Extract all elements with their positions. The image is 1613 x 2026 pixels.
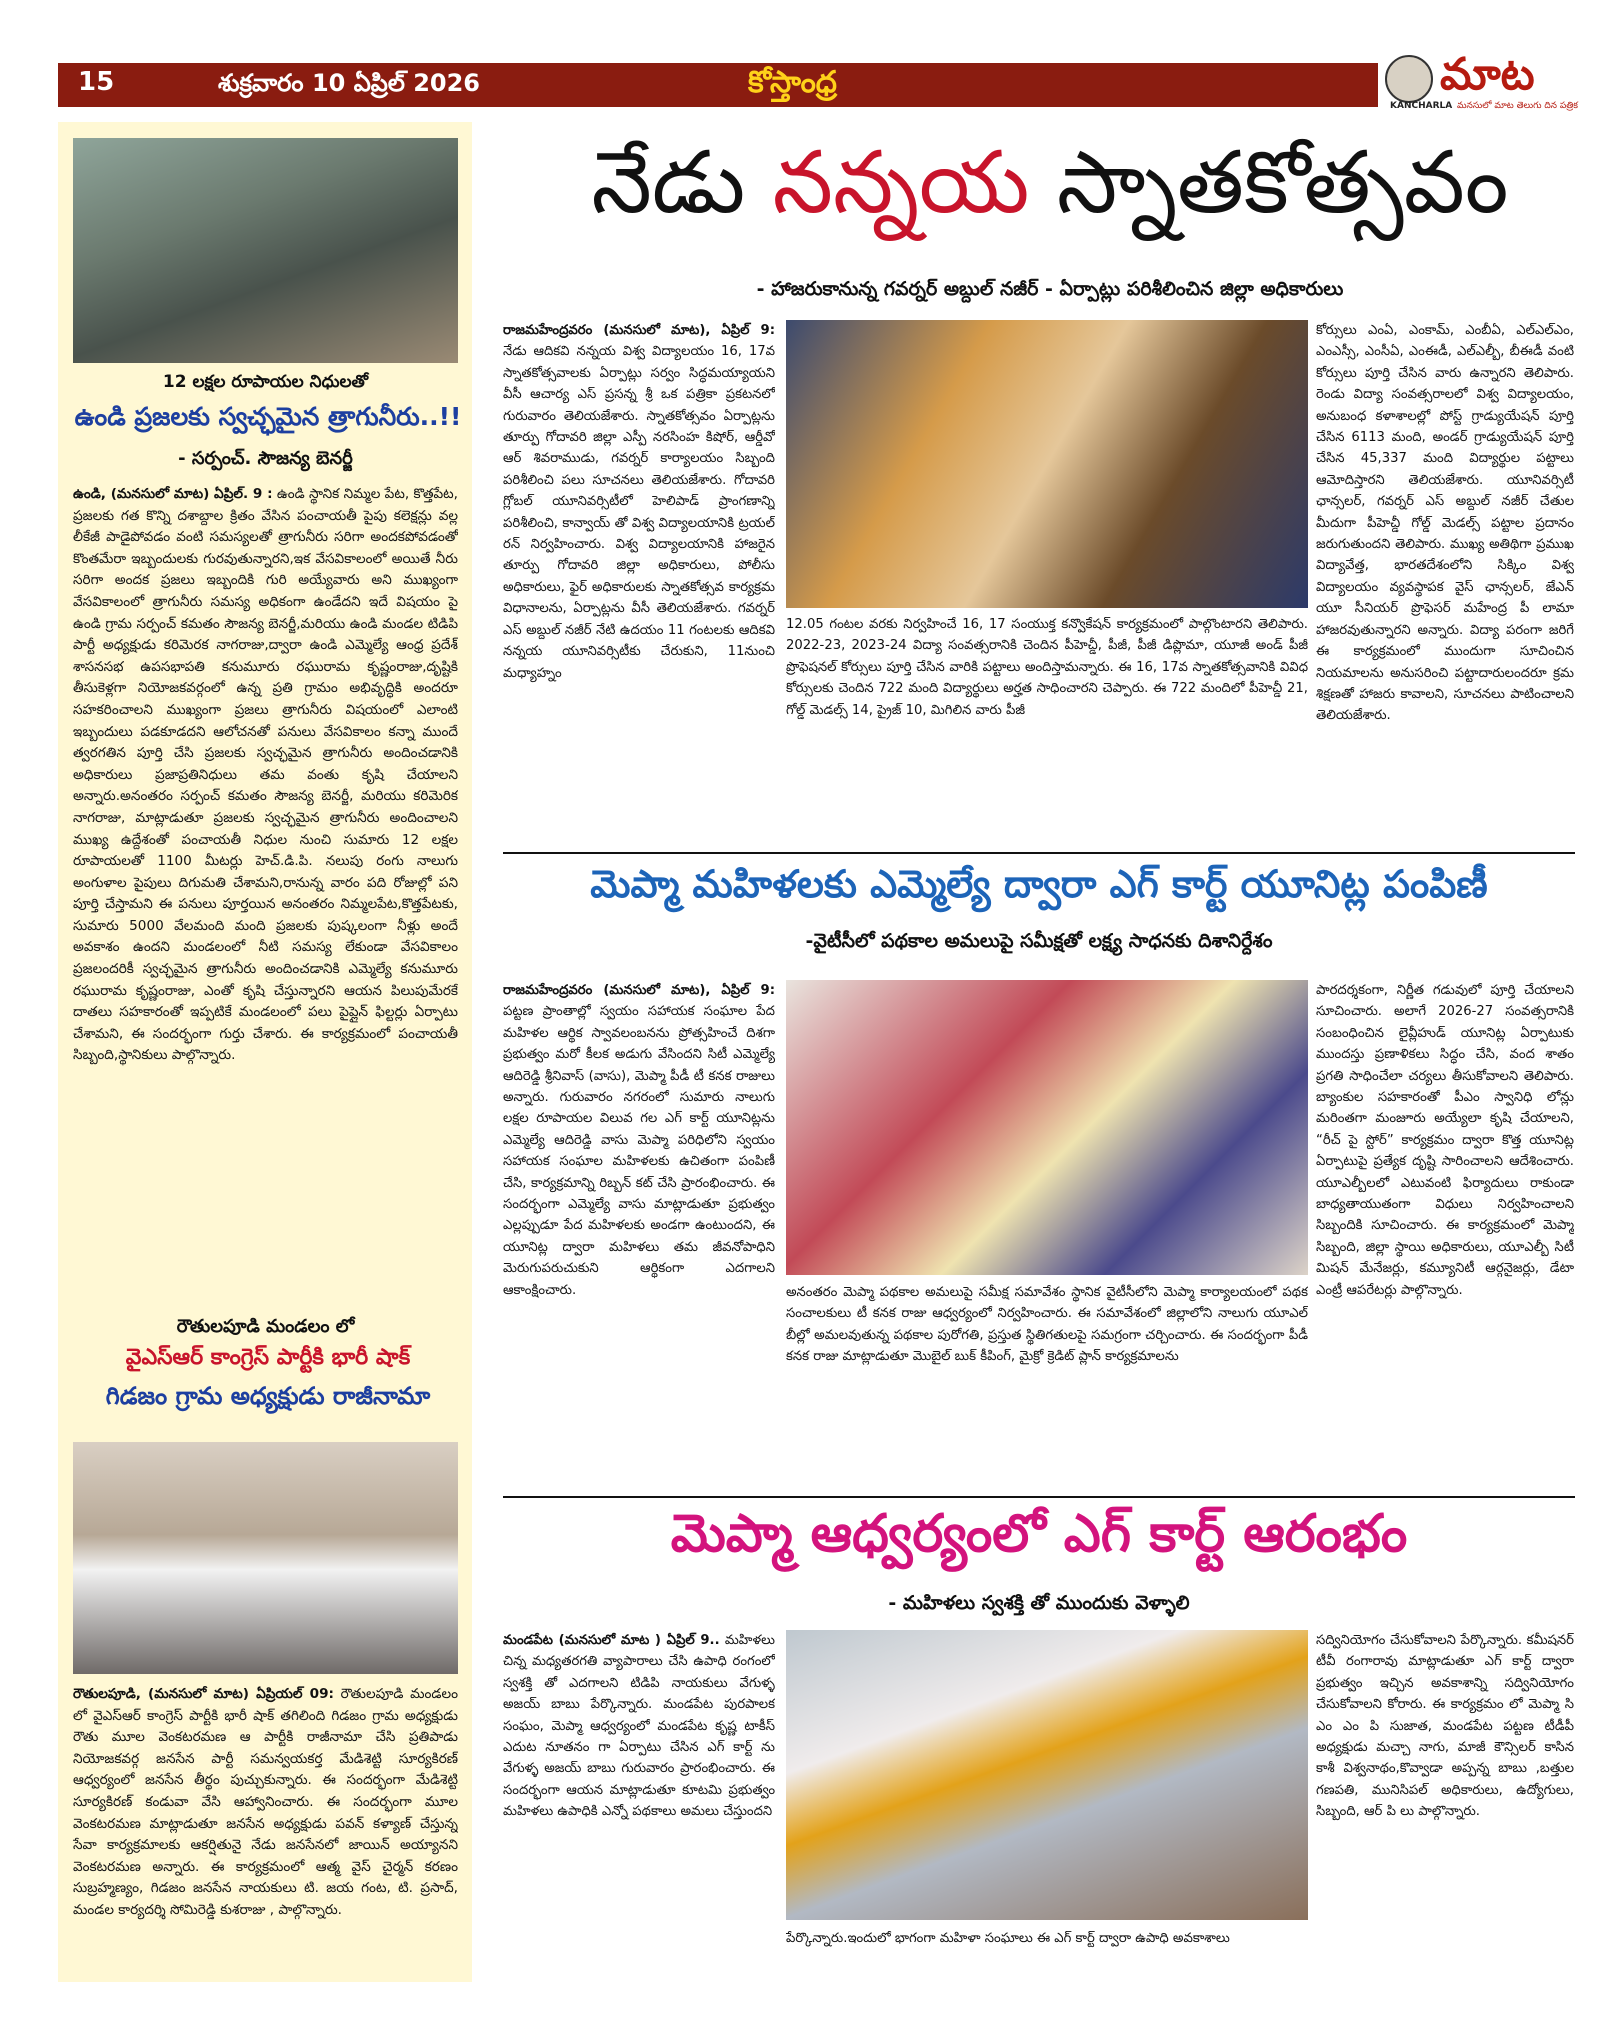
bottom-col1-text: మహిళలు చిన్న మధ్యతరగతి వ్యాపారాలు చేసి ఉపాధి రంగంలో స్వశక్తి తో ఎదగాలని టిడిపి నాయకులు వేగుళ్ళ అజయ్ బాబు పేర్కొన్నారు. మండపేట పురపాలక సంఘం, మెప్మా ఆధ్వర్యంలో మండపేట కృష్ణ టాకీస్ ఎదుట నూతనం గా ఏర్పాటు చేసిన ఎగ్ కార్ట్ ను వేగుళ్ళ అజయ్ బాబు గురువారం ప్రారంభించారు. ఈ సందర్భంగా ఆయన మాట్లాడుతూ కూటమి ప్రభుత్వం మహిళలు ఉపాధికి ఎన్నో పథకాలు అమలు చేస్తుందని <box>503 1633 775 1820</box>
lead-col1-text: నేడు ఆదికవి నన్నయ విశ్వ విద్యాలయం 16, 17వ స్నాతకోత్సవాలకు ఏర్పాట్లు సర్వం సిద్ధమయ్యాయని వీసీ ఆచార్య ఎస్ ప్రసన్న శ్రీ ఒక పత్రికా ప్రకటనలో గురువారం తెలియజేశారు. స్నాతకోత్సవం ఏర్పాట్లను తూర్పు గోదావరి జిల్లా ఎస్పీ నరసింహ కిషోర్, ఆర్డీవో ఆర్ శివరాముడు, గవర్నర్ కార్యాలయం సిబ్బంది పరిశీలించి పలు సూచనలు తెలియజేశారు. గోదావరి గ్లోబల్ యూనివర్సిటీలో హెలిపాడ్ ప్రాంగణాన్ని పరిశీలించి, కాన్వాయ్ తో విశ్వ విద్యాలయానికి ట్రయల్ రన్ నిర్వహించారు. విశ్వ విద్యాలయానికి హాజరైన తూర్పు గోదావరి జిల్లా అధికారులు, పోలీసు అధికారులు, ఫైర్ అధికారులకు స్నాతకోత్సవ కార్యక్రమ విధానాలను, ఏర్పాట్లను వీసీ తెలియజేశారు. గవర్నర్ ఎస్ అబ్దుల్ నజీర్ నేటి ఉదయం 11 గంటలకు ఆదికవి నన్నయ యూనివర్సిటీకు చేరుకుని, 11నుంచి మధ్యాహ్నం <box>503 344 775 681</box>
lead-headline-part3: స్నాతకోత్సవం <box>1029 133 1509 233</box>
region-label: కోస్తాంధ్ర <box>748 65 837 100</box>
story2-headline2: గిడజం గ్రామ అధ్యక్షుడు రాజీనామా <box>105 1382 431 1410</box>
water-pipes-photo <box>73 138 458 363</box>
mid-dateline: రాజమహేంద్రవరం (మనసులో మాట), ఏప్రిల్ 9: <box>503 983 775 998</box>
mid-col3: పారదర్శకంగా, నిర్ణీత గడువులో పూర్తి చేయాలని సూచించారు. అలాగే 2026-27 సంవత్సరానికి సంబంధించిన లైవ్లీహుడ్ యూనిట్ల ఏర్పాటుకు ముందస్తు ప్రణాళికలు సిద్ధం చేసి, వంద శాతం ప్రగతి సాధించేలా చర్యలు తీసుకోవాలని తెలిపారు. బ్యాంకుల సహకారంతో పీఎం స్వానిధి లోన్లు మరింతగా మంజూరు అయ్యేలా కృషి చేయాలని, “రీచ్ పై స్టోర్” కార్యక్రమం ద్వారా కొత్త యూనిట్ల ఏర్పాటుపై ప్రత్యేక దృష్టి సారించాలని ఆదేశించారు. యూఎల్బీలలో ఎటువంటి ఫిర్యాదులు రాకుండా బాధ్యతాయుతంగా విధులు నిర్వహించాలని సిబ్బందికి సూచించారు. ఈ కార్యక్రమంలో మెప్మా సిబ్బంది, జిల్లా స్థాయి అధికారులు, యూఎల్బీ సిటీ మిషన్ మేనేజర్లు, కమ్యూనిటీ ఆర్గనైజర్లు, డేటా ఎంట్రీ ఆపరేటర్లు పాల్గొన్నారు. <box>1316 983 1574 1298</box>
lead-col3: కోర్సులు ఎంఏ, ఎంకామ్, ఎంబీఏ, ఎల్ఎల్ఎం, ఎంఎస్సీ, ఎంసీఏ, ఎంఈడీ, ఎల్ఎల్బీ, బీఈడీ వంటి కోర్సులు పూర్తి చేసిన వారు ఉన్నారని తెలిపారు. రెండు విద్యా సంవత్సరాలలో విశ్వ విద్యాలయం, అనుబంధ కళాశాలల్లో పోస్ట్ గ్రాడ్యుయేషన్ పూర్తి చేసిన 6113 మంది, అండర్ గ్రాడ్యుయేషన్ పూర్తి చేసిన 45,337 మంది విద్యార్థుల పట్టాలు ఆమోదిస్తారని తెలియజేశారు. యూనివర్సిటీ ఛాన్సలర్, గవర్నర్ ఎస్ అబ్దుల్ నజీర్ చేతుల మీదుగా పీహెచ్డీ గోల్డ్ మెడల్స్ పట్టాల ప్రదానం జరుగుతుందని తెలిపారు. ముఖ్య అతిథిగా ప్రముఖ విద్యావేత్త, భారతదేశంలోని సిక్కిం విశ్వ విద్యాలయం వ్యవస్థాపక వైస్ ఛాన్సలర్, జేఎన్ యూ సీనియర్ ప్రొఫెసర్ మహేంద్ర పీ లామా హాజరవుతున్నారని అన్నారు. విద్యా పరంగా జరిగే ఈ కార్యక్రమంలో ముందుగా సూచించిన నియమాలను అనుసరించి పట్టాదారులందరూ క్రమ శిక్షణతో హాజరు కావాలని, సూచనలు పాటించాలని తెలియజేశారు. <box>1316 323 1574 724</box>
story2-body <box>73 1684 458 1979</box>
bottom-col2: పేర్కొన్నారు.ఇందులో భాగంగా మహిళా సంఘాలు ఈ ఎగ్ కార్ట్ ద్వారా ఉపాధి అవకాశాలు <box>786 1931 1230 1946</box>
lead-subhead: - హాజరుకానున్న గవర్నర్ అబ్దుల్ నజీర్ - ఏర్పాట్లు పరిశీలించిన జిల్లా అధికారులు <box>756 278 1344 300</box>
lead-headline-part2: నన్నయ <box>772 133 1030 233</box>
masthead-logo <box>1385 49 1579 115</box>
lead-col2: 12.05 గంటల వరకు నిర్వహించే 16, 17 సంయుక్త కన్వొకేషన్ కార్యక్రమంలో పాల్గొంటారని తెలిపారు. 2022-23, 2023-24 విద్యా సంవత్సరానికి చెందిన పీహెచ్డీ, పీజీ, పీజీ డిప్లొమా, యూజీ అండ్ పీజీ ప్రొఫెషనల్ కోర్సులు పూర్తి చేసిన వారికి పట్టాలు అందిస్తామన్నారు. ఈ 16, 17వ స్నాతకోత్సవానికి వివిధ కోర్సులకు చెందిన 722 మంది విద్యార్థులు అర్హత సాధించారని చెప్పారు. ఈ 722 మందిలో పీహెచ్డీ 21, గోల్డ్ మెడల్స్ 14, ప్రైజ్ 10, మిగిలిన వారు పీజీ <box>786 617 1308 718</box>
mid-col1-text: పట్టణ ప్రాంతాల్లో స్వయం సహాయక సంఘాల పేద మహిళల ఆర్థిక స్వావలంబనను ప్రోత్సహించే దిశగా ప్రభుత్వం మరో కీలక అడుగు వేసిందని సిటీ ఎమ్మెల్యే ఆదిరెడ్డి శ్రీనివాస్ (వాసు), మెప్మా పీడీ టీ కనక రాజులు అన్నారు. గురువారం నగరంలో సుమారు నాలుగు లక్షల రూపాయల విలువ గల ఎగ్ కార్ట్ యూనిట్లను ఎమ్మెల్యే ఆదిరెడ్డి వాసు మెప్మా పరిధిలోని స్వయం సహాయక సంఘాల మహిళలకు ఉచితంగా పంపిణీ చేసి, కార్యక్రమాన్ని రిబ్బన్ కట్ చేసి ప్రారంభించారు. ఈ సందర్భంగా ఎమ్మెల్యే వాసు మాట్లాడుతూ ప్రభుత్వం ఎల్లప్పుడూ పేద మహిళలకు అండగా ఉంటుందని, ఈ యూనిట్ల ద్వారా మహిళలు తమ జీవనోపాధిని మెరుగుపరుచుకుని ఆర్థికంగా ఎదగాలని ఆకాంక్షించారు. <box>503 1004 775 1298</box>
story1-text: ఉండి స్థానిక నిమ్మల పేట, కొత్తపేట, ప్రజలకు గత కొన్ని దశాబ్దాల క్రితం వేసిన పంచాయతీ పైపు కలెక్షన్లు వల్ల లీకేజీ పాడైపోవడం వంటి సమస్యలతో త్రాగునీరు సరిగా అందకపోవడంతో కొంతమేరా ఇబ్బందులకు గురవుతున్నారని,ఇక వేసవికాలంలో అయితే నీరు సరిగా అందక ప్రజలు ఇబ్బందికి గురి అయ్యేవారు అని ముఖ్యంగా వేసవికాలంలో త్రాగునీరు సమస్య అధికంగా ఉండేదని ఇదే విషయం పై ఉండి గ్రామ సర్పంచ్ కమతం సౌజన్య బెనర్జీ,మరియు ఉండి మండల టిడిపి పార్టీ అధ్యక్షుడు కరిమెరక నాగరాజు,ద్వారా ఉండి ఎమ్మెల్యే ఆంధ్ర ప్రదేశ్ శాసనసభ ఉపసభాపతి కనుమూరు రఘురామ కృష్ణంరాజు,దృష్టికి తీసుకెళ్లగా నియోజకవర్గంలో ఉన్న ప్రతి గ్రామం అభివృద్ధికి అందరూ సహకరించాలని ముఖ్యంగా ప్రజలు త్రాగునీరు విషయంలో ఎలాంటి ఇబ్బందులు పడకూడదని ఆలోచనతో పనులు వేసవికాలం కన్నా ముందే త్వరగతిన పూర్తి చేసి ప్రజలకు స్వచ్ఛమైన త్రాగునీరు అందించడానికి అధికారులు ప్రజాప్రతినిధులు తమ వంతు కృషి చేయాలని అన్నారు.అనంతరం సర్పంచ్ కమతం సౌజన్య బెనర్జీ, మరియు కరిమెరిక నాగరాజు, మాట్లాడుతూ ప్రజలకు స్వచ్ఛమైన త్రాగునీరు అందించాలని ముఖ్య ఉద్దేశంతో పంచాయతీ నిధుల నుంచి సుమారు 12 లక్షల రూపాయలతో 1100 మీటర్లు హెచ్.డి.పి. నలుపు రంగు నాలుగు అంగుళాల పైపులు దిగుమతి చేశామని,రానున్న వారం పది రోజుల్లో పని పూర్తి చేస్తామని ఈ పనులు పూర్తయిన అనంతరం నిమ్మలపేట,కొత్తపేటకు, సుమారు 5000 వేలమంది మంది ప్రజలకు పుష్కలంగా నీళ్లు అందే అవకాశం ఉందని మండలంలో నీటి సమస్య లేకుండా వేసవికాలం ప్రజలందరికీ స్వచ్ఛమైన త్రాగునీరు అందించడానికి ఎమ్మెల్యే కనుమూరు రఘురామ కృష్ణంరాజు, ఎంతో కృషి చేస్తున్నారని ఆయన పిలుపుమేరకే దాతలు సహకారంతో ఇప్పటికే మండలంలో పలు పైప్లైన్ ఫిల్టర్లు ఏర్పాటు చేశామని, ఈ సందర్భంగా గుర్తు చేశారు. ఈ కార్యక్రమంలో పంచాయతీ సిబ్బంది,స్థానికులు పాల్గొన్నారు. <box>73 486 458 1064</box>
divider <box>503 852 1575 854</box>
story1-headline: ఉండి ప్రజలకు స్వచ్ఛమైన త్రాగునీరు..!! <box>74 402 462 431</box>
logo-tagline: మనసులో మాట తెలుగు దిన పత్రిక <box>1457 101 1579 111</box>
party-joining-photo <box>73 1442 458 1674</box>
story2-headline1: వైఎస్ఆర్ కాంగ్రెస్ పార్టీకి భారీ షాక్ <box>125 1345 411 1370</box>
page-number: 15 <box>78 67 115 97</box>
founder-portrait-icon <box>1385 55 1433 103</box>
story1-caption: 12 లక్షల రూపాయల నిధులతో <box>162 372 369 392</box>
story2-text: రౌతులపూడి మండలం లో వైఎస్ఆర్ కాంగ్రెస్ పార్టీకి భారీ షాక్ తగిలింది గిడజం గ్రామ అధ్యక్షుడు రౌతు మూల వెంకటరమణ ఆ పార్టీకి రాజీనామా చేసి ప్రతిపాడు నియోజకవర్గ జనసేన పార్టీ సమన్వయకర్త మేడిశెట్టి సూర్యకిరణ్ ఆధ్వర్యంలో జనసేన తీర్థం పుచ్చుకున్నారు. ఈ సందర్భంగా మేడిశెట్టి సూర్యకిరణ్ కండువా వేసి ఆహ్వానించారు. ఈ సందర్భంగా మూల వెంకటరమణ మాట్లాడుతూ జనసేన అధ్యక్షుడు పవన్ కళ్యాణ్ చేస్తున్న సేవా కార్యక్రమాలకు ఆకర్షితునై నేడు జనసేనలో జాయిన్ అయ్యానని వెంకటరమణ అన్నారు. ఈ కార్యక్రమంలో ఆత్మ వైస్ చైర్మన్ కరణం సుబ్రహ్మణ్యం, గిడజం జనసేన నాయకులు టి. జయ గంట, టి. ప్రసాద్, మండల కార్యదర్శి సోమిరెడ్డి కుశరాజు , పాల్గొన్నారు. <box>73 1686 458 1918</box>
bottom-subhead: - మహిళలు స్వశక్తి తో ముందుకు వెళ్ళాలి <box>888 1592 1190 1614</box>
bottom-col1 <box>503 1630 775 1985</box>
edition-date: శుక్రవారం 10 ఏప్రిల్ 2026 <box>218 69 480 97</box>
story1-body <box>73 484 458 1304</box>
officials-inspection-photo <box>786 320 1308 608</box>
lead-dateline: రాజమహేంద్రవరం (మనసులో మాట), ఏప్రిల్ 9: <box>503 323 775 338</box>
story2-kicker: రౌతులపూడి మండలం లో <box>176 1316 355 1337</box>
bottom-col3: సద్వినియోగం చేసుకోవాలని పేర్కొన్నారు. కమీషనర్ టీవీ రంగారావు మాట్లాడుతూ ఎగ్ కార్ట్ ద్వారా ప్రభుత్వం ఇచ్చిన అవకాశాన్ని సద్వినియోగం చేసుకోవాలని కోరారు. ఈ కార్యక్రమం లో మెప్మా సి ఎం ఎం పి సుజాత, మండపేట పట్టణ టీడీపీ అధ్యక్షుడు మచ్చా నాగు, మాజీ కౌన్సిలర్ కాసిన కాశీ విశ్వనాథం,కొవ్వాడా అప్పన్న బాబు ,బత్తుల గణపతి, మునిసిపల్ అధికారులు, ఉద్యోగులు, సిబ్బంది, ఆర్ పి లు పాల్గొన్నారు. <box>1316 1633 1574 1820</box>
divider <box>503 1496 1575 1498</box>
mid-col2: అనంతరం మెప్మా పథకాల అమలుపై సమీక్ష సమావేశం స్థానిక వైటీసీలోని మెప్మా కార్యాలయంలో పథక సంచాలకులు టీ కనక రాజు ఆధ్వర్యంలో నిర్వహించారు. ఈ సమావేశంలో జిల్లాలోని నాలుగు యూఎల్ బీల్లో అమలవుతున్న పథకాల పురోగతి, ప్రస్తుత స్థితిగతులపై సమగ్రంగా చర్చించారు. ఈ సందర్భంగా పీడీ కనక రాజు మాట్లాడుతూ మొబైల్ బుక్ కీపింగ్, మైక్రో క్రెడిట్ ప్లాన్ కార్యక్రమాలను <box>786 1285 1308 1365</box>
story2-dateline: రౌతులపూడి, (మనసులో మాట) ఏప్రియల్ 09: <box>73 1686 334 1702</box>
story1-dateline: ఉండి, (మనసులో మాట) ఏప్రిల్. 9 : <box>73 486 273 502</box>
page-header-band <box>58 63 1378 107</box>
logo-brand-small: KANCHARLA <box>1390 101 1453 111</box>
lead-headline <box>520 128 1580 238</box>
egg-cart-handover-photo <box>786 980 1308 1275</box>
story1-byline: - సర్పంచ్. సౌజన్య బెనర్జీ <box>178 448 353 469</box>
mid-col1 <box>503 980 775 1490</box>
bottom-dateline: మండపేట (మనసులో మాట ) ఏప్రిల్ 9.. <box>503 1633 720 1648</box>
lead-col1 <box>503 320 775 842</box>
logo-word: మాట <box>1440 49 1535 100</box>
bottom-headline: మెప్మా ఆధ్వర్యంలో ఎగ్ కార్ట్ ఆరంభం <box>670 1504 1408 1564</box>
mid-subhead: -వైటీసీలో పథకాల అమలుపై సమీక్షతో లక్ష్య సాధనకు దిశానిర్దేశం <box>805 930 1273 952</box>
ribbon-cutting-photo <box>786 1630 1308 1920</box>
lead-headline-part1: నేడు <box>591 133 773 233</box>
mid-headline: మెప్మా మహిళలకు ఎమ్మెల్యే ద్వారా ఎగ్ కార్ట్ యూనిట్ల పంపిణీ <box>590 862 1488 906</box>
